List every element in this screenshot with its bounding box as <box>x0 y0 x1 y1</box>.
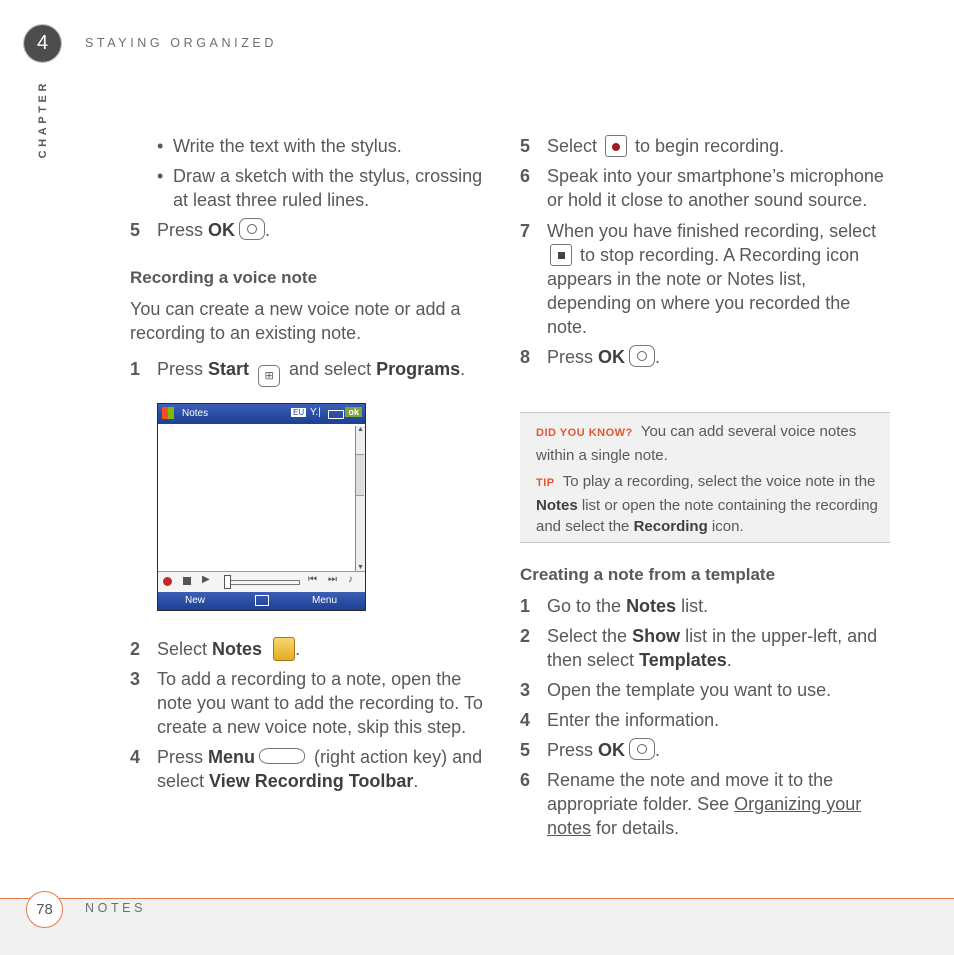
footer-section-label: NOTES <box>85 901 147 915</box>
did-you-know-text: You can add several voice notes within a single note. <box>536 423 857 464</box>
recording-toolbar <box>158 571 365 592</box>
step-text: Select <box>157 639 213 659</box>
step-text: to begin recording. <box>630 136 785 156</box>
windows-flag-icon <box>162 407 174 419</box>
did-you-know <box>536 421 878 466</box>
notes-screenshot <box>157 403 366 611</box>
step-text: Press <box>547 347 599 367</box>
list-item <box>130 164 500 212</box>
section-heading-template: Creating a note from a template <box>520 565 776 584</box>
step-text: for details. <box>591 818 680 838</box>
bullet-text: Draw a sketch with the stylus, crossing at least three ruled lines. <box>173 166 483 210</box>
tip-text: To play a recording, select the voice note in the <box>562 473 876 490</box>
slider-handle[interactable] <box>224 575 231 589</box>
step-item <box>520 678 890 702</box>
step-item <box>520 708 890 732</box>
step-bold: Programs <box>376 359 461 379</box>
step-item <box>130 218 500 242</box>
step-number: 5 <box>520 136 531 156</box>
step-text: Go to the <box>547 596 627 616</box>
tip-bold: Notes <box>536 496 578 514</box>
right-action-key-icon <box>259 748 305 764</box>
step-text: . <box>295 639 301 659</box>
step-number: 4 <box>520 710 531 730</box>
tip-tag: TIP <box>536 477 555 489</box>
tip-bold: Recording <box>633 518 708 535</box>
step-item <box>520 219 890 339</box>
step-text: Press <box>157 359 209 379</box>
chapter-number: 4 <box>36 32 49 54</box>
step-item <box>520 738 890 762</box>
step-bold: Notes <box>212 639 263 659</box>
tip-box <box>520 412 890 543</box>
softkey-menu[interactable]: Menu <box>312 595 338 606</box>
step-item <box>130 637 500 661</box>
page-number: 78 <box>36 901 53 918</box>
scrollbar[interactable] <box>355 426 365 571</box>
step-number: 1 <box>130 359 141 379</box>
step-item <box>130 357 500 387</box>
step-bold: View Recording Toolbar <box>209 771 414 791</box>
step-number: 3 <box>520 680 531 700</box>
step-text: . <box>655 740 661 760</box>
ok-key-icon <box>629 345 655 367</box>
step-text: When you have finished recording, select <box>547 221 877 241</box>
bullet-dot: • <box>157 136 164 156</box>
step-bold: Start <box>208 359 250 379</box>
play-icon[interactable]: ▶ <box>202 574 210 585</box>
step-item <box>520 134 890 158</box>
step-text: Press <box>157 747 209 767</box>
left-column <box>130 134 500 242</box>
step-number: 3 <box>130 669 141 689</box>
language-indicator: EU <box>293 408 305 417</box>
template-steps <box>520 594 890 840</box>
step-text: list. <box>676 596 709 616</box>
scroll-up-icon: ▲ <box>357 426 364 433</box>
skip-forward-icon[interactable]: ⏭ <box>328 574 337 585</box>
volume-icon[interactable]: ♪ <box>348 574 353 585</box>
running-head: STAYING ORGANIZED <box>85 36 277 50</box>
page-number-badge <box>26 891 63 928</box>
step-text: Press <box>547 740 599 760</box>
step-bold: Notes <box>626 596 677 616</box>
stop-icon[interactable] <box>183 577 191 585</box>
left-steps-2-4 <box>130 637 500 793</box>
step-text: (right action key) and select <box>157 747 483 791</box>
step-text: Enter the information. <box>547 710 720 730</box>
right-column-top <box>520 134 890 369</box>
step-number: 4 <box>130 747 141 767</box>
chapter-number-badge <box>24 25 61 62</box>
step-text: . <box>265 220 271 240</box>
screenshot-title: Notes <box>182 408 209 419</box>
step-number: 7 <box>520 221 531 241</box>
battery-icon <box>328 410 344 419</box>
chapter-vertical-label: CHAPTER <box>37 80 49 159</box>
section-heading-voice-note: Recording a voice note <box>130 268 318 287</box>
step-item <box>520 345 890 369</box>
step-text: Select the <box>547 626 633 646</box>
step-text: Press <box>157 220 209 240</box>
step-text: Open the template you want to use. <box>547 680 832 700</box>
step-text: Rename the note and move it to the appropriate folder. See <box>547 770 834 814</box>
step-number: 2 <box>520 626 531 646</box>
step-number: 5 <box>520 740 531 760</box>
step-bold: Menu <box>208 747 256 767</box>
step-item <box>520 768 890 840</box>
step-bold: Show <box>632 626 681 646</box>
screenshot-title-bar <box>158 404 365 424</box>
step-bold: OK <box>208 220 236 240</box>
step-text: To add a recording to a note, open the note you want to add the recording to. To create a new voice note, skip this step. <box>157 669 483 737</box>
step-text: Select <box>547 136 603 156</box>
bullet-text: Write the text with the stylus. <box>173 136 402 156</box>
start-key-icon: ⊞ <box>258 365 280 387</box>
tip <box>536 471 881 538</box>
step-item <box>520 624 890 672</box>
record-icon[interactable] <box>163 577 172 586</box>
step-number: 8 <box>520 347 531 367</box>
scroll-down-icon: ▼ <box>357 564 364 571</box>
step-bold: OK <box>598 347 626 367</box>
step-text: . <box>726 650 732 670</box>
step-number: 5 <box>130 220 141 240</box>
step-bold: Templates <box>639 650 727 670</box>
ok-key-icon <box>629 738 655 760</box>
step-text: . <box>655 347 661 367</box>
step-number: 1 <box>520 596 531 616</box>
intro-paragraph: You can create a new voice note or add a recording to an existing note. <box>130 299 461 343</box>
step-item <box>130 745 500 793</box>
step-text: . <box>413 771 419 791</box>
step-text: list in the upper-left, and then select <box>547 626 878 670</box>
ok-key-icon <box>239 218 265 240</box>
position-slider[interactable] <box>224 580 300 585</box>
bullet-dot: • <box>157 166 164 186</box>
did-you-know-tag: DID YOU KNOW? <box>536 427 633 439</box>
organizing-notes-link[interactable]: Organizing your notes <box>547 794 862 838</box>
step-text: . <box>460 359 466 379</box>
scroll-thumb <box>356 454 364 496</box>
softkey-new[interactable]: New <box>185 595 206 606</box>
step-bold: OK <box>598 740 626 760</box>
softkey-bar <box>158 592 365 610</box>
record-button-icon <box>605 135 627 157</box>
step-number: 6 <box>520 166 531 186</box>
step-number: 2 <box>130 639 141 659</box>
step-text: and select <box>284 359 377 379</box>
notes-app-icon <box>273 637 295 661</box>
step-item <box>520 164 890 212</box>
ok-button[interactable]: ok <box>345 407 362 417</box>
tip-text: list or open the note containing the recording and select the <box>536 496 878 535</box>
list-item <box>130 134 500 158</box>
keyboard-icon[interactable] <box>255 595 269 606</box>
signal-icon: Y.| <box>310 407 321 418</box>
stop-button-icon <box>550 244 572 266</box>
tip-text: icon. <box>707 518 744 535</box>
step-text: to stop recording. A Recording icon appears in the note or Notes list, depending on where you recorded the note. <box>547 245 860 337</box>
step-text: Speak into your smartphone’s microphone or hold it close to another sound source. <box>547 166 884 210</box>
step-item <box>520 594 890 618</box>
skip-back-icon[interactable]: ⏮ <box>308 574 317 585</box>
step-item <box>130 667 500 739</box>
step-number: 6 <box>520 770 531 790</box>
